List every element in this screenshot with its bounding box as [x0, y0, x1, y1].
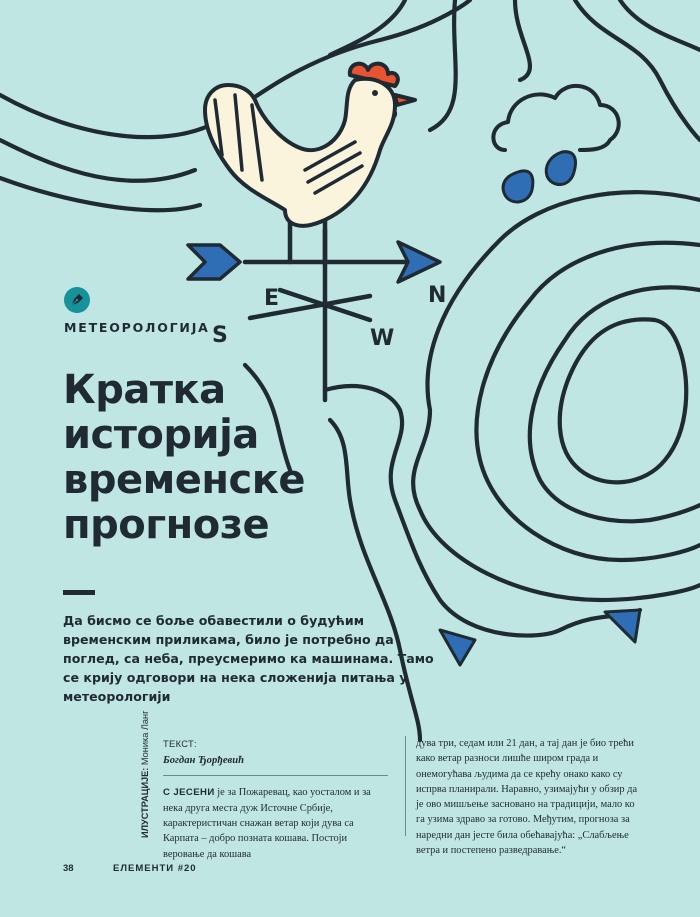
- compass-letter-w: W: [370, 326, 395, 351]
- rooster-eye: [372, 90, 378, 96]
- illustration-label: ИЛУСТРАЦИЈЕ:: [140, 767, 150, 838]
- rooster-beak: [395, 95, 415, 105]
- credit-divider: [163, 775, 388, 776]
- contour-ring: [560, 319, 686, 482]
- contour-line: [515, 0, 530, 80]
- body-text-col1: је за Пожаревац, као уосталом и за нека друга места дуж Источне Србије, карактеристичан снажан ветар који дува са Карпата – добро позната кошава. Постоји веровање да кошава: [163, 787, 371, 860]
- title-line: прогнозе: [63, 502, 270, 548]
- title-line: Кратка: [63, 367, 226, 413]
- compass-letter-e: E: [264, 286, 280, 311]
- contour-line: [620, 0, 700, 50]
- text-column-1: [163, 736, 388, 862]
- title-divider: [63, 590, 95, 595]
- text-column-2: [416, 736, 641, 858]
- lead-paragraph: Да бисмо се боље обавестили о будућим временским приликама, било је потребно да поглед, са неба, преусмеримо ка машинама. Тамо се крију одговори на нека сложенија питања у метеорологији: [63, 613, 434, 704]
- author-name: Богдан Ђорђевић: [163, 755, 245, 767]
- cloud-icon: [493, 86, 618, 150]
- body-paragraph: [163, 785, 388, 861]
- contour-line: [0, 140, 195, 181]
- front-triangle: [605, 610, 640, 642]
- pen-nib-icon: [64, 287, 90, 313]
- contour-line: [0, 178, 200, 210]
- raindrop-icon: [503, 171, 533, 202]
- contour-line: [330, 0, 405, 55]
- compass-letter-n: N: [428, 283, 447, 308]
- illustration-credit: [140, 711, 150, 838]
- body-text-col2: дува три, седам или 21 дан, а тај дан је био трећи како ветар разноси лишће широм града и онемогућава људима да се крећу онако како су испрва планирали. Наравно, узимајући у обзир да је ово мишљење засновано на традицији, мало ко га узима здраво за готово. Међутим, прогноза за наредни дан јесте била обећавајућа: „Слабљење ветра и постепено разведравање.“: [416, 738, 638, 857]
- front-triangle: [440, 630, 475, 665]
- article-title: [63, 368, 393, 548]
- magazine-name: ЕЛЕМЕНТИ #20: [113, 863, 197, 874]
- text-credit-label: ТЕКСТ:: [163, 738, 197, 749]
- section-label: МЕТЕОРОЛОГИЈА: [64, 320, 210, 335]
- lead-in: С ЈЕСЕНИ: [163, 787, 215, 799]
- contour-ring: [413, 192, 700, 600]
- page-number: 38: [63, 863, 74, 874]
- raindrop-icon: [546, 152, 575, 185]
- contour-ring: [477, 243, 700, 560]
- rooster-body: [205, 79, 395, 226]
- compass-letter-s: S: [212, 323, 228, 348]
- arrow-tail: [188, 245, 240, 279]
- contour-ring: [530, 287, 700, 521]
- illustrator-name: Моника Ланг: [140, 710, 150, 766]
- title-line: историја: [63, 412, 259, 458]
- title-line: временске: [63, 457, 306, 503]
- column-divider: [405, 736, 406, 836]
